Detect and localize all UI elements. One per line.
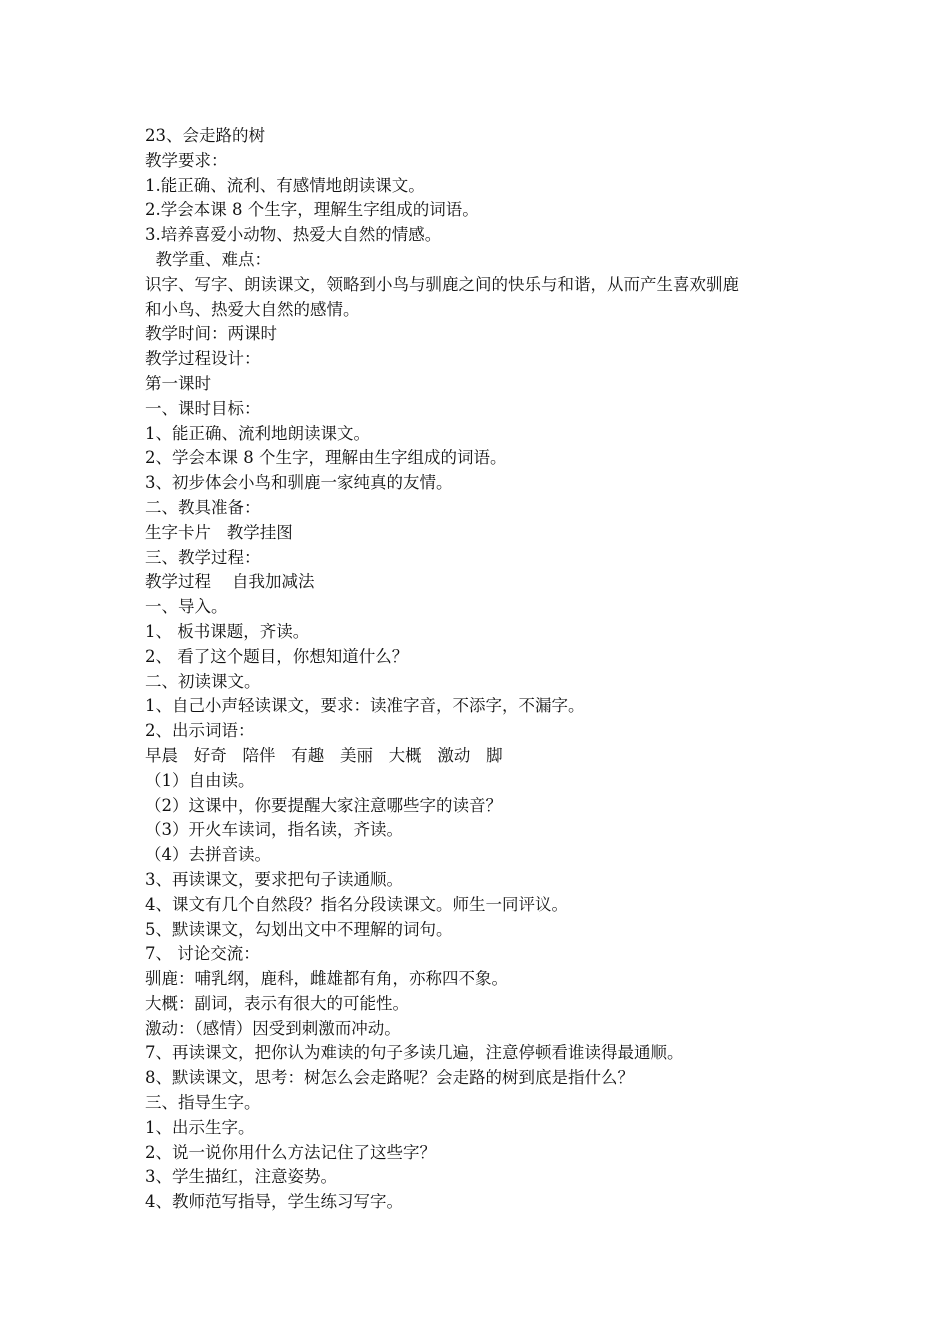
section-heading: 二、初读课文。 [145,671,261,691]
text-line: 1、自己小声轻读课文，要求：读准字音，不添字，不漏字。 [145,696,585,716]
text-line: （3）开火车读词，指名读，齐读。 [145,820,403,840]
text-line: 3、学生描红，注意姿势。 [145,1167,337,1187]
text-line: 2、 看了这个题目，你想知道什么？ [145,646,409,666]
text-line: 2.学会本课 8 个生字，理解生字组成的词语。 [145,200,479,220]
section-heading: 三、教学过程： [145,547,261,567]
text-line: 1、能正确、流利地朗读课文。 [145,423,370,443]
text-line: 教学过程 自我加减法 [145,572,315,592]
section-heading: 教学重、难点： [145,249,271,269]
text-line: 5、默读课文，勾划出文中不理解的词句。 [145,919,453,939]
text-line: 1.能正确、流利、有感情地朗读课文。 [145,175,425,195]
section-heading: 一、导入。 [145,597,228,617]
text-line: （1）自由读。 [145,770,255,790]
text-line: 3、再读课文，要求把句子读通顺。 [145,869,403,889]
text-line: 大概：副词，表示有很大的可能性。 [145,993,409,1013]
text-line: 驯鹿：哺乳纲，鹿科，雌雄都有角，亦称四不象。 [145,969,508,989]
text-line: 7、再读课文，把你认为难读的句子多读几遍，注意停顿看谁读得最通顺。 [145,1043,684,1063]
vocabulary-list: 早晨 好奇 陪伴 有趣 美丽 大概 激动 脚 [145,745,503,765]
section-heading: 第一课时 [145,373,211,393]
lesson-title: 23、会走路的树 [145,126,265,145]
text-line: 2、学会本课 8 个生字，理解由生字组成的词语。 [145,448,507,468]
text-line: 3、初步体会小鸟和驯鹿一家纯真的友情。 [145,473,453,493]
text-line: 7、 讨论交流： [145,944,260,964]
document-page [145,124,825,1215]
text-line: 激动：（感情）因受到刺激而冲动。 [145,1018,401,1038]
text-line: （4）去拼音读。 [145,845,271,865]
text-line: 1、 板书课题，齐读。 [145,621,310,641]
text-line: 教学时间：两课时 [145,324,277,344]
text-line: 和小鸟、热爱大自然的感情。 [145,299,360,319]
text-line: 识字、写字、朗读课文，领略到小鸟与驯鹿之间的快乐与和谐，从而产生喜欢驯鹿 [145,274,739,294]
section-heading: 一、课时目标： [145,398,261,418]
text-line: 2、说一说你用什么方法记住了这些字？ [145,1142,436,1162]
text-line: 2、出示词语： [145,721,255,741]
text-line: 4、教师范写指导，学生练习写字。 [145,1192,403,1212]
text-line: 生字卡片 教学挂图 [145,522,293,542]
section-heading: 二、教具准备： [145,497,261,517]
text-line: 4、课文有几个自然段？指名分段读课文。师生一同评议。 [145,894,568,914]
section-heading: 教学要求： [145,150,228,170]
text-line: （2）这课中，你要提醒大家注意哪些字的读音？ [145,795,502,815]
section-heading: 教学过程设计： [145,349,261,369]
text-line: 8、默读课文，思考：树怎么会走路呢？会走路的树到底是指什么？ [145,1068,634,1088]
text-line: 3.培养喜爱小动物、热爱大自然的情感。 [145,225,442,245]
text-line: 1、出示生字。 [145,1117,255,1137]
section-heading: 三、指导生字。 [145,1093,261,1113]
